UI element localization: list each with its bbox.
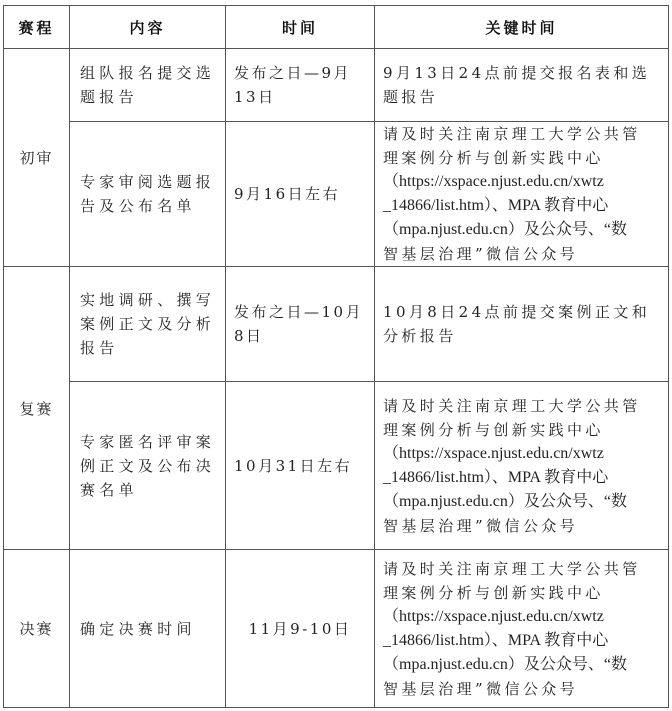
key-time-line-url: （https://xspace.njust.edu.cn/xwtz [383, 444, 604, 462]
key-time-line: 智基层治理”微信公众号 [383, 679, 579, 698]
key-time-line-url: （https://xspace.njust.edu.cn/xwtz [383, 173, 604, 190]
key-time-line: 请及时关注南京理工大学公共管 [383, 396, 641, 415]
stage-cell-semifinal: 复赛 [4, 267, 70, 550]
content-cell: 专家匿名评审案例正文及公布决赛名单 [70, 382, 226, 550]
key-time-line: 理案例分析与创新实践中心 [383, 583, 604, 602]
header-time: 时间 [226, 6, 375, 49]
key-time-line-url: （https://xspace.njust.edu.cn/xwtz [383, 607, 604, 625]
key-time-cell [375, 550, 669, 708]
time-cell: 11月9-10日 [226, 550, 375, 708]
content-cell: 确定决赛时间 [70, 550, 226, 708]
key-time-line: 理案例分析与创新实践中心 [383, 420, 604, 439]
time-cell: 发布之日—10月8日 [226, 267, 375, 382]
key-time-cell: 10月8日24点前提交案例正文和分析报告 [375, 267, 669, 382]
header-stage: 赛程 [4, 6, 70, 49]
content-cell: 组队报名提交选题报告 [70, 49, 226, 122]
key-time-line: 智基层治理”微信公众号 [383, 245, 579, 263]
table-row [4, 49, 669, 122]
time-cell: 10月31日左右 [226, 382, 375, 550]
key-time-line-url: _14866/list.htm）、MPA 教育中心 [383, 197, 609, 214]
table-row [4, 122, 669, 267]
key-time-cell: 9月13日24点前提交报名表和选题报告 [375, 49, 669, 122]
key-time-cell [375, 382, 669, 550]
stage-cell-final: 决赛 [4, 550, 70, 708]
header-row [4, 6, 669, 49]
key-time-line-url: _14866/list.htm）、MPA 教育中心 [383, 468, 609, 486]
key-time-line: 请及时关注南京理工大学公共管 [383, 559, 641, 578]
table-row [4, 550, 669, 708]
key-time-cell [375, 122, 669, 267]
key-time-line-url: （mpa.njust.edu.cn）及公众号、“数 [383, 221, 627, 238]
key-time-line-url: （mpa.njust.edu.cn）及公众号、“数 [383, 492, 627, 510]
table-row [4, 267, 669, 382]
key-time-line: 智基层治理”微信公众号 [383, 516, 579, 535]
header-key-time: 关键时间 [375, 6, 669, 49]
header-content: 内容 [70, 6, 226, 49]
key-time-line-url: （mpa.njust.edu.cn）及公众号、“数 [383, 655, 627, 673]
table-row [4, 382, 669, 550]
key-time-line-url: _14866/list.htm）、MPA 教育中心 [383, 631, 609, 649]
competition-schedule-table [3, 5, 669, 708]
time-cell: 9月16日左右 [226, 122, 375, 267]
content-cell: 专家审阅选题报告及公布名单 [70, 122, 226, 267]
key-time-line: 理案例分析与创新实践中心 [383, 149, 604, 167]
key-time-line: 请及时关注南京理工大学公共管 [383, 125, 641, 143]
time-cell: 发布之日—9月13日 [226, 49, 375, 122]
stage-cell-preliminary: 初审 [4, 49, 70, 267]
content-cell: 实地调研、撰写案例正文及分析报告 [70, 267, 226, 382]
